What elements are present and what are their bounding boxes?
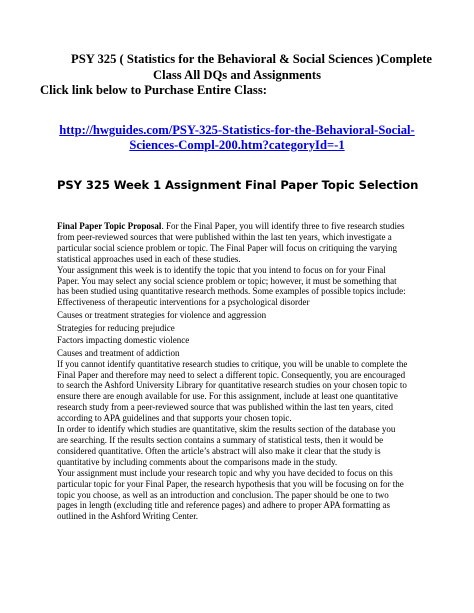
- purchase-instruction: Click link below to Purchase Entire Class:: [40, 83, 267, 97]
- topic-item: Factors impacting domestic violence: [57, 335, 190, 346]
- body-line: If you cannot identify quantitative research studies to critique, you will be unable to complete the: [57, 358, 408, 369]
- course-subtitle: Class All DQs and Assignments: [153, 67, 321, 82]
- body-line: statistical approaches used in each of these studies.: [57, 253, 241, 264]
- body-line: particular social science problem or topic. The Final Paper will focus on critiquing the varying: [57, 242, 397, 253]
- body-line: Your assignment this week is to identify the topic that you intend to focus on for your Final: [57, 264, 386, 275]
- body-line: ensure there are enough available for use. For this assignment, include at least one quantitative: [57, 391, 398, 402]
- purchase-link-line-1[interactable]: http://hwguides.com/PSY-325-Statistics-for-the-Behavioral-Social-: [59, 123, 415, 137]
- body-line: considered quantitative. Often the article’s abstract will also make it clear that the study is: [57, 445, 381, 456]
- topic-item: Causes or treatment strategies for violence and aggression: [57, 309, 267, 320]
- body-line: topic you choose, as well as an introduction and conclusion. The paper should be one to two: [57, 489, 389, 500]
- proposal-text: . For the Final Paper, you will identify three to five research studies: [161, 221, 405, 231]
- body-line: Final Paper and therefore may need to select a different topic. Consequently, you are encouraged: [57, 369, 406, 380]
- topic-item: Strategies for reducing prejudice: [57, 322, 175, 333]
- course-title: PSY 325 ( Statistics for the Behavioral & Social Sciences )Complete: [71, 52, 432, 66]
- body-line: according to APA guidelines and that supports your chosen topic.: [57, 413, 292, 424]
- body-line: In order to identify which studies are quantitative, skim the results section of the database you: [57, 424, 396, 435]
- body-line: Effectiveness of therapeutic interventions for a psychological disorder: [57, 297, 310, 308]
- topic-item: Causes and treatment of addiction: [57, 347, 180, 358]
- body-line: from peer-reviewed sources that were published within the last ten years, which investigate a: [57, 231, 392, 242]
- page-header: [40, 52, 434, 99]
- purchase-link[interactable]: [40, 123, 434, 152]
- proposal-label: Final Paper Topic Proposal: [57, 221, 162, 231]
- body-line: particular topic for your Final Paper, the research hypothesis that you will be focusing on for the: [57, 478, 404, 489]
- body-line: Your assignment must include your research topic and why you have decided to focus on this: [57, 467, 393, 478]
- body-line: to search the Ashford University Library for quantitative research studies on your chosen topic to: [57, 380, 407, 391]
- purchase-link-line-2[interactable]: Sciences-Compl-200.htm?categoryId=-1: [129, 137, 345, 152]
- body-line: research study from a peer-reviewed source that was published within the last ten years, cited: [57, 402, 393, 413]
- assignment-body: [57, 221, 429, 522]
- body-line: are searching. If the results section contains a summary of statistical tests, then it would be: [57, 434, 384, 445]
- body-line: outlined in the Ashford Writing Center.: [57, 511, 198, 522]
- body-line: has been studied using quantitative research methods. Some examples of possible topics include:: [57, 286, 406, 297]
- body-line: quantitative by including comments about the comparisons made in the study.: [57, 456, 338, 467]
- body-line: pages in length (excluding title and reference pages) and adhere to proper APA formatting as: [57, 500, 391, 511]
- body-line: [57, 221, 429, 232]
- section-title: PSY 325 Week 1 Assignment Final Paper Topic Selection: [57, 178, 419, 192]
- body-line: Paper. You may select any social science problem or topic; however, it must be something that: [57, 275, 397, 286]
